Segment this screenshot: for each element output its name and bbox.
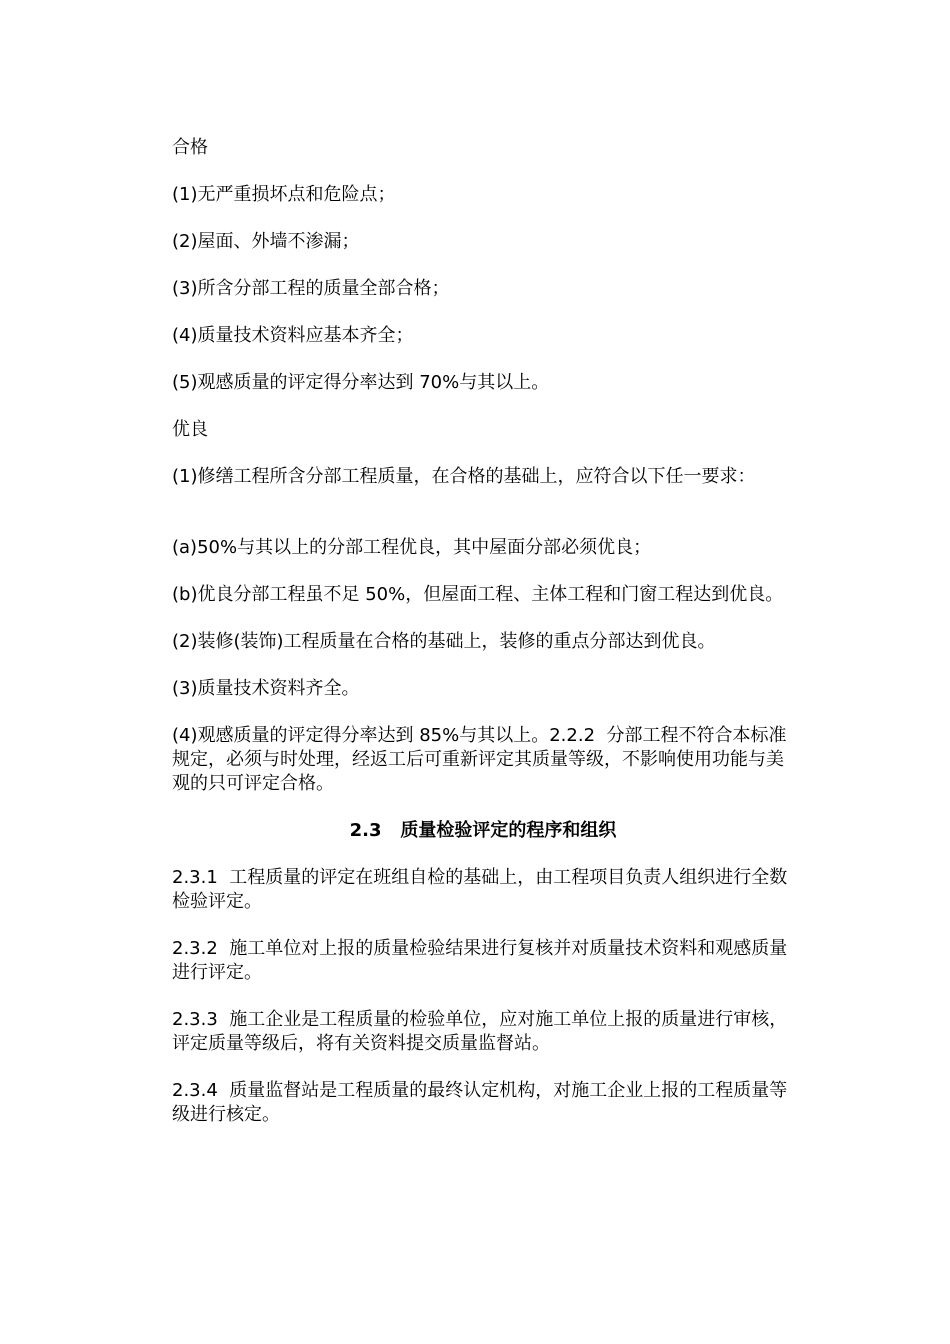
paragraph-youliang-1: (1)修缮工程所含分部工程质量，在合格的基础上，应符合以下任一要求： — [172, 466, 756, 487]
paragraph-hege-3: (3)所含分部工程的质量全部合格； — [172, 278, 450, 299]
paragraph-youliang-2: (2)装修(装饰)工程质量在合格的基础上，装修的重点分部达到优良。 — [172, 631, 716, 652]
section-heading: 2.3 质量检验评定的程序和组织 — [349, 820, 617, 841]
paragraph-youliang-1b: (b)优良分部工程虽不足 50%，但屋面工程、主体工程和门窗工程达到优良。 — [172, 584, 784, 605]
paragraph-2-3-2: 2.3.2 施工单位对上报的质量检验结果进行复核并对质量技术资料和观感质量进行评定。 — [172, 938, 788, 983]
paragraph-hege: 合格 — [172, 137, 208, 158]
paragraph-hege-5: (5)观感质量的评定得分率达到 70%与其以上。 — [172, 372, 550, 393]
paragraph-youliang-1a: (a)50%与其以上的分部工程优良，其中屋面分部必须优良； — [172, 537, 652, 558]
paragraph-2-3-1: 2.3.1 工程质量的评定在班组自检的基础上，由工程项目负责人组织进行全数检验评定。 — [172, 867, 788, 912]
paragraph-youliang-3: (3)质量技术资料齐全。 — [172, 678, 360, 699]
paragraph-youliang: 优良 — [172, 419, 208, 440]
paragraph-youliang-4: (4)观感质量的评定得分率达到 85%与其以上。2.2.2 分部工程不符合本标准规定，必须与时处理，经返工后可重新评定其质量等级，不影响使用功能与美观的只可评定合格。 — [172, 725, 787, 794]
document-body — [172, 136, 794, 1150]
paragraph-hege-2: (2)屋面、外墙不渗漏； — [172, 231, 360, 252]
paragraph-2-3-3: 2.3.3 施工企业是工程质量的检验单位，应对施工单位上报的质量进行审核，评定质量等级后，将有关资料提交质量监督站。 — [172, 1009, 788, 1054]
paragraph-hege-4: (4)质量技术资料应基本齐全； — [172, 325, 414, 346]
paragraph-2-3-4: 2.3.4 质量监督站是工程质量的最终认定机构，对施工企业上报的工程质量等级进行核定。 — [172, 1080, 788, 1125]
paragraph-hege-1: (1)无严重损坏点和危险点； — [172, 184, 396, 205]
